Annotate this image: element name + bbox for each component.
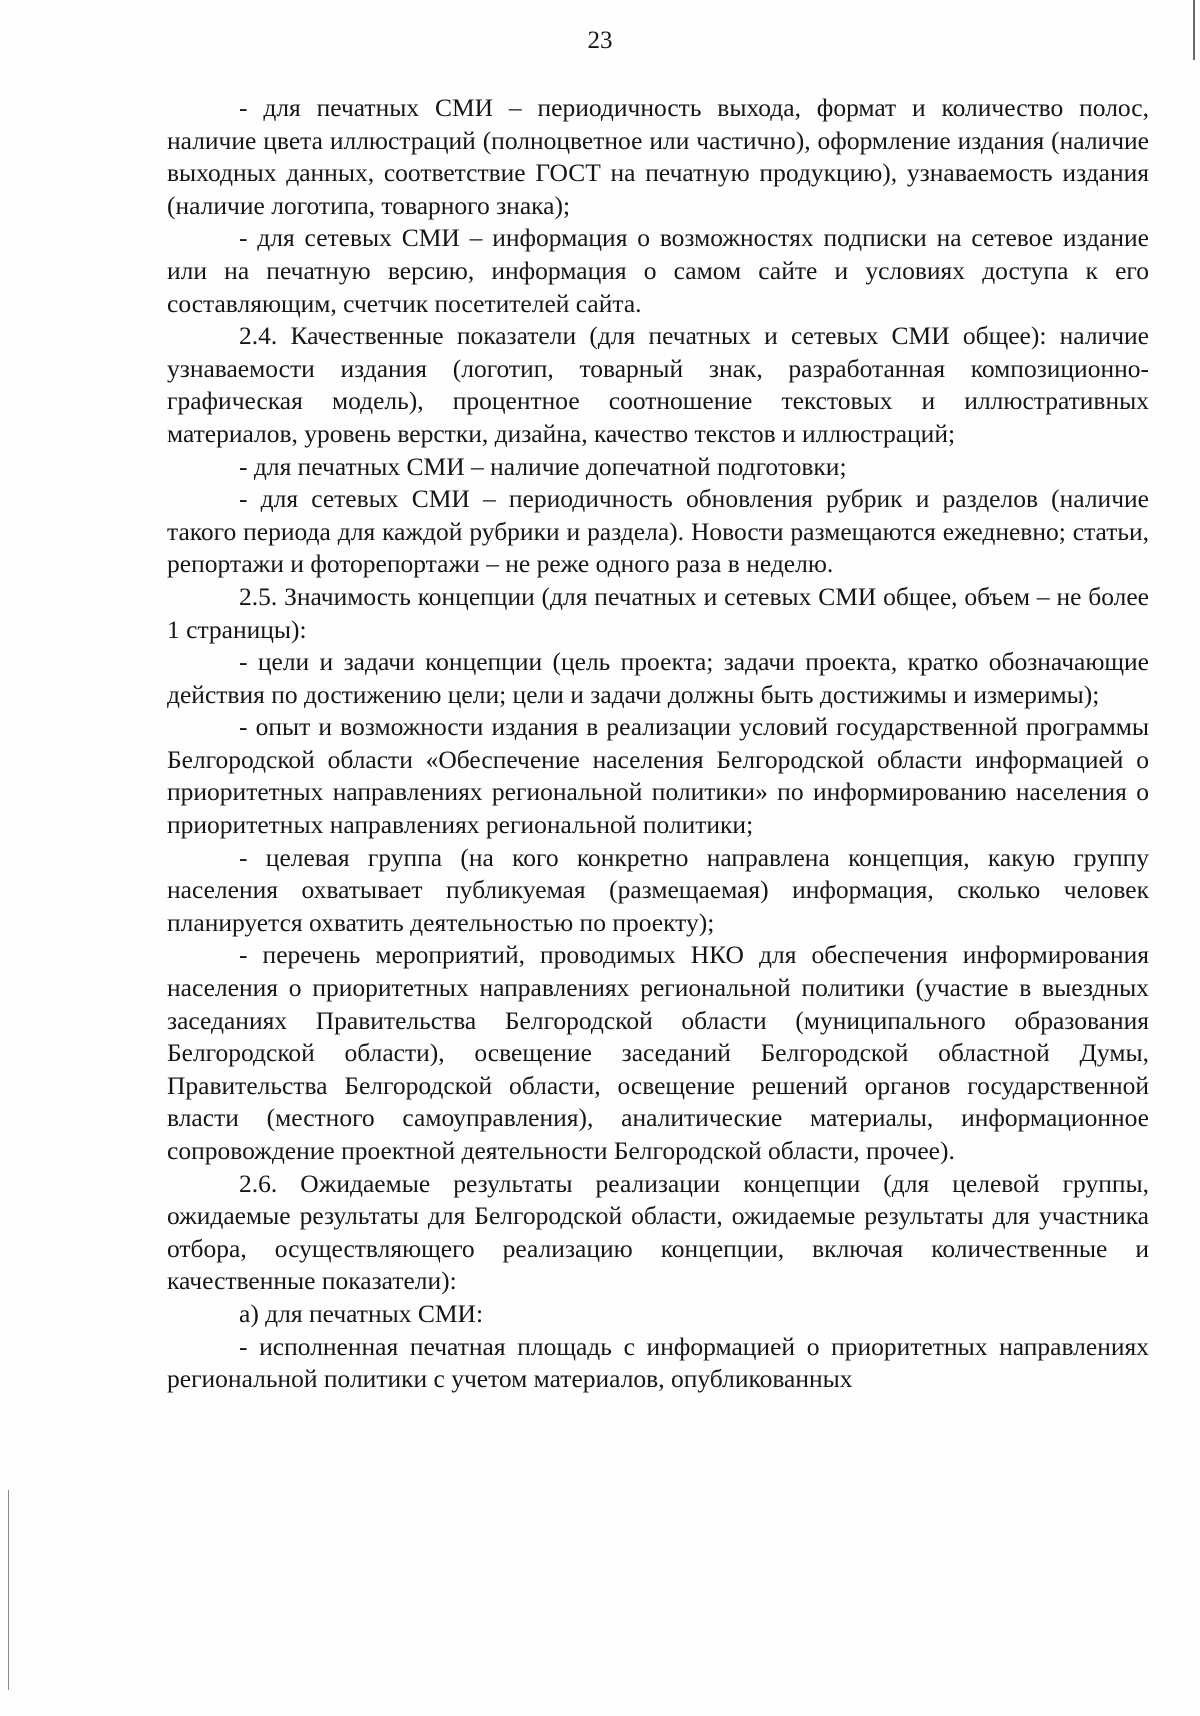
paragraph-online-media-subscription: - для сетевых СМИ – информация о возможностях подписки на сетевое издание или на печатную версию, информация о самом сайте и условиях доступа к его составляющим, счетчик посетителей сайта. xyxy=(167,223,1149,318)
paragraph-online-media-update-frequency: - для сетевых СМИ – периодичность обновления рубрик и разделов (наличие такого периода для каждой рубрики и раздела). Новости размещаются ежедневно; статьи, репортажи и фоторепортажи – не реже одного раза в неделю. xyxy=(167,484,1149,579)
paragraph-print-media-format: - для печатных СМИ – периодичность выхода, формат и количество полос, наличие цвета иллюстраций (полноцветное или частично), оформление издания (наличие выходных данных, соответствие ГОСТ на печатную продукцию), узнаваемость издания (наличие логотипа, товарного знака); xyxy=(167,93,1149,220)
scan-edge-mark-right xyxy=(1193,0,1195,60)
paragraph-2-6-expected-results: 2.6. Ожидаемые результаты реализации концепции (для целевой группы, ожидаемые результаты для Белгородской области, ожидаемые результаты для участника отбора, осуществляющего реализацию концепции, включая количественные и качественные показатели): xyxy=(167,1168,1149,1296)
paragraph-a-print-media: а) для печатных СМИ: xyxy=(239,1298,484,1328)
paragraph-2-5-concept-significance: 2.5. Значимость концепции (для печатных и сетевых СМИ общее, объем – не более 1 страницы): xyxy=(167,581,1149,644)
paragraph-goals-and-tasks: - цели и задачи концепции (цель проекта; задачи проекта, кратко обозначающие действия по достижению цели; цели и задачи должны быть достижимы и измеримы); xyxy=(167,647,1149,709)
scan-edge-mark-left xyxy=(8,1490,9,1690)
paragraph-target-group: - целевая группа (на кого конкретно направлена концепция, какую группу населения охватывает публикуемая (размещаемая) информация, сколько человек планируется охватить деятельностью по проекту); xyxy=(167,842,1149,937)
paragraph-list-of-activities: - перечень мероприятий, проводимых НКО для обеспечения информирования населения о приоритетных направлениях региональной политики (участие в выездных заседаниях Правительства Белгородской области (муниципального образования Белгородской области), освещение заседаний Белгородской областной Думы, Правительства Белгородской области, освещение решений органов государственной власти (местного самоуправления), аналитические материалы, информационное сопровождение проектной деятельности Белгородской области, прочее). xyxy=(167,940,1149,1165)
paragraph-print-media-prepress: - для печатных СМИ – наличие допечатной подготовки; xyxy=(239,451,847,481)
paragraph-experience-and-capabilities: - опыт и возможности издания в реализации условий государственной программы Белгородской области «Обеспечение населения Белгородской области информацией о приоритетных направлениях региональной политики» по информированию населения о приоритетных направлениях региональной политики; xyxy=(167,712,1149,840)
paragraph-2-4-quality-indicators: 2.4. Качественные показатели (для печатных и сетевых СМИ общее): наличие узнаваемости издания (логотип, товарный знак, разработанная композиционно-графическая модель), процентное соотношение текстовых и иллюстративных материалов, уровень верстки, дизайна, качество текстов и иллюстраций; xyxy=(167,321,1149,448)
page-number: 23 xyxy=(587,27,613,54)
document-body xyxy=(167,92,1149,1396)
paragraph-printed-area: - исполненная печатная площадь с информацией о приоритетных направлениях региональной политики с учетом материалов, опубликованных xyxy=(167,1331,1149,1394)
